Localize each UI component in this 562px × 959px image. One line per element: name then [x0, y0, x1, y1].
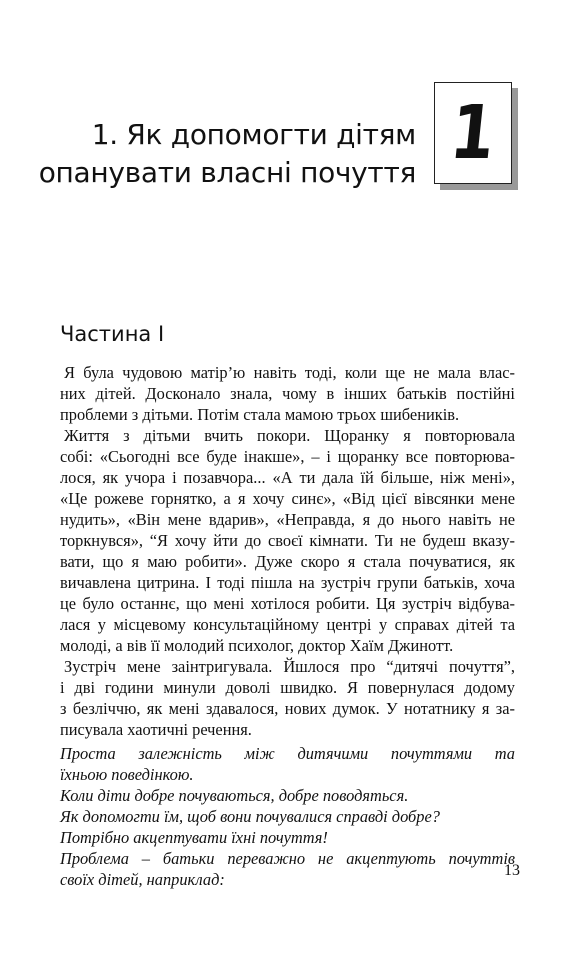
chapter-title-line: 1. Як допомогти дітям	[91, 118, 416, 151]
page-number: 13	[504, 862, 520, 879]
text-line: писувала хаотичні речення.	[60, 720, 252, 739]
text-line: Я була чудовою матір’ю навіть тоді, коли ще не мала влас-	[64, 363, 515, 382]
text-line: собі: «Сьогодні все буде інакше», – і щоранку все повторюва-	[60, 447, 515, 466]
text-line: вичавлена цитрина. І тоді пішла на зустріч групи батьків, хоча	[60, 573, 515, 592]
text-line: лося, як учора і позавчора... «А ти дала їй більше, ніж мені»,	[60, 468, 515, 487]
note-line: Потрібно акцептувати їхні почуття!	[60, 828, 328, 847]
text-line: Зустріч мене заінтригувала. Йшлося про “дитячі почуття”,	[64, 657, 515, 676]
text-line: них дітей. Досконало знала, чому в інших батьків постійні	[60, 384, 515, 403]
note-line: їхньою поведінкою.	[60, 765, 194, 784]
text-line: і дві години минули доволі швидко. Я повернулася додому	[60, 678, 515, 697]
note-line: Коли діти добре почуваються, добре поводяться.	[60, 786, 409, 805]
chapter-number-box	[434, 82, 512, 184]
paragraph-2	[60, 425, 515, 656]
text-line: це було останнє, що мені хотілося робити. Ця зустріч відбува-	[60, 594, 515, 613]
part-heading: Частина І	[60, 322, 165, 346]
paragraph-3	[60, 656, 515, 740]
text-line: з безліччю, як мені здавалося, нових думок. У нотатнику я за-	[60, 699, 515, 718]
note-line: Як допомогти їм, щоб вони почувалися справді добре?	[60, 807, 440, 826]
text-line: молоді, а вів її молодий психолог, доктор Хаїм Джинотт.	[60, 636, 454, 655]
text-line: торкнувся», “Я хочу йти до своєї кімнати. Ти не будеш вказу-	[60, 531, 515, 550]
note-line: своїх дітей, наприклад:	[60, 870, 225, 889]
text-line: «Це рожеве горнятко, а я хочу синє», «Від цієї вівсянки мене	[60, 489, 515, 508]
text-line: Життя з дітьми вчить покори. Щоранку я повторювала	[64, 426, 515, 445]
note-line: Проста залежність між дитячими почуттями та	[60, 744, 515, 763]
chapter-title	[30, 116, 416, 192]
chapter-number: 1	[446, 90, 500, 176]
text-line: лася у місцевому консультаційному центрі у справах дітей та	[60, 615, 515, 634]
notes-block	[60, 743, 515, 890]
chapter-title-line: опанувати власні почуття	[38, 156, 416, 189]
text-line: проблеми з дітьми. Потім стала мамою трьох шибеників.	[60, 405, 460, 424]
paragraph-1	[60, 362, 515, 425]
note-line: Проблема – батьки переважно не акцептують почуттів	[60, 849, 515, 868]
text-line: вати, що я маю робити». Дуже скоро я стала почуватися, як	[60, 552, 515, 571]
text-line: нудить», «Він мене вдарив», «Неправда, я до нього навіть не	[60, 510, 515, 529]
